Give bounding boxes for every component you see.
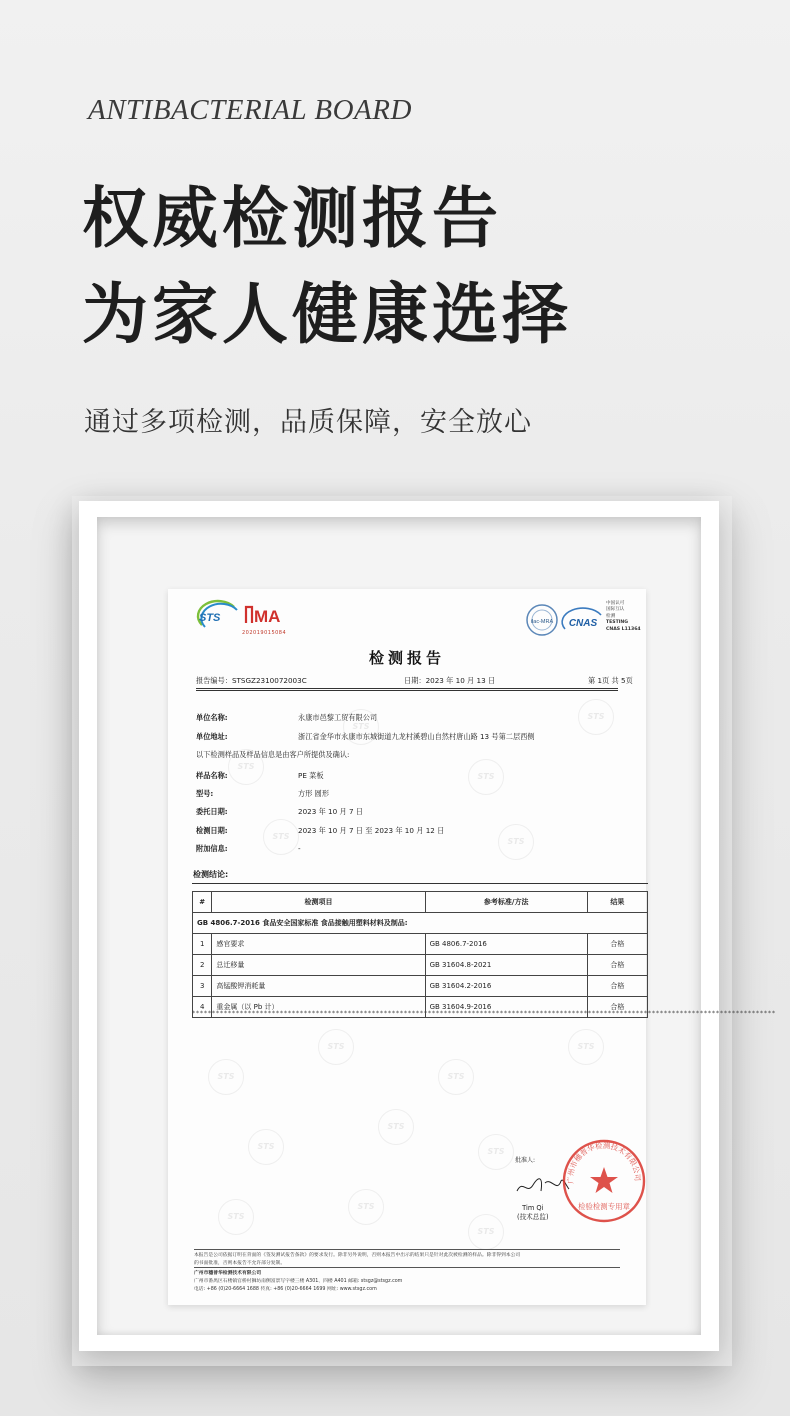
report-number-value: STSGZ2310072003C [231,676,307,685]
test-standard: GB 31604.9-2016 [425,997,587,1018]
watermark-icon: STS [568,1029,604,1065]
table-row [193,934,648,955]
conclusion-rule [192,883,648,884]
table-row [193,955,648,976]
header-rule [196,690,618,691]
report-date-value: 2023 年 10 月 13 日 [425,676,496,685]
watermark-icon: STS [468,759,504,795]
test-result: 合格 [587,997,647,1018]
field-value: 永康市邑黎工贸有限公司 [298,713,378,722]
report-number [196,676,307,686]
test-report-document [168,589,776,1305]
report-number-label: 报告编号： [196,676,232,685]
footer-line: 本报告是公司依据订明在背面的《签发测试报告条款》的要求发行。除非另外说明，否则本报告中出示的结果只是针对此次被检测的样品。除非得到本公司 [194,1253,521,1258]
test-result: 合格 [587,955,647,976]
approver-label: 批准人: [515,1157,536,1164]
field-value: 方形 圆形 [298,789,330,798]
accreditation-text [606,601,641,633]
field-key: 附加信息: [196,844,228,853]
watermark-icon: STS [228,749,264,785]
watermark-icon: STS [438,1059,474,1095]
field-key: 单位地址: [196,732,228,741]
headline-line-2: 为家人健康选择 [82,276,572,353]
field-key: 单位名称: [196,713,228,722]
column-header: 结果 [587,892,647,913]
column-header: # [193,892,212,913]
headline-line-1: 权威检测报告 [82,180,502,257]
watermark-icon: STS [208,1059,244,1095]
field-key: 检测日期: [196,826,228,835]
field-key: 型号: [196,789,214,798]
test-result: 合格 [587,976,647,997]
watermark-icon: STS [218,1199,254,1235]
report-title: 检测报告 [368,649,445,667]
field-key: 委托日期: [196,807,228,816]
test-standard: GB 4806.7-2016 [425,934,587,955]
footer-line: 电话: +86 (0)20-6664 1688 传真: +86 (0)20-6664 1699 网址: www.stsgz.com [194,1287,377,1292]
results-table [192,891,776,1018]
svg-text:MA: MA [254,607,281,626]
field-value: 浙江省金华市永康市东城街道九龙村溪碧山自然村唐山路 13 号第二层西侧 [298,732,535,741]
ilac-mra-logo-icon [525,603,559,637]
subtitle: 通过多项检测，品质保障，安全放心 [84,407,532,438]
accreditation-line: CNAS L11364 [606,626,641,632]
report-date-label: 日期： [404,676,426,685]
table-group-row [193,913,648,934]
footer-rule [194,1267,620,1268]
watermark-icon: STS [468,1214,504,1250]
accreditation-line: TESTING [606,620,629,626]
watermark-icon: STS [498,824,534,860]
ma-number: 202019015084 [242,630,287,636]
watermark-icon: STS [263,819,299,855]
row-number: 4 [193,997,212,1018]
field-value: 2023 年 10 月 7 日 至 2023 年 10 月 12 日 [298,826,445,835]
signer-block [517,1204,549,1222]
field-value: PE 菜板 [298,771,324,780]
watermark-icon: STS [248,1129,284,1165]
page-info: 第 1页 共 5页 [588,676,633,685]
table-header-row [193,892,648,913]
accreditation-line: 检测 [606,613,616,619]
accreditation-line: 国际互认 [606,607,625,613]
test-item: 高锰酸钾消耗量 [212,976,425,997]
cnas-label: CNAS [568,618,598,629]
report-date [404,676,495,686]
footer-line: 的书面批准，否则本报告不允许部分复制。 [194,1261,286,1266]
table-row [193,976,648,997]
field-value: 2023 年 10 月 7 日 [298,807,363,816]
end-of-table-stars: ************************************************************************************************************************************************** [192,1010,776,1017]
sts-logo-icon [196,603,240,629]
group-title: GB 4806.7-2016 食品安全国家标准 食品接触用塑料材料及制品: [193,913,648,934]
test-result: 合格 [587,934,647,955]
cnas-logo-icon [562,607,604,635]
signer-title: (技术总监) [517,1213,549,1221]
svg-text:STS: STS [199,612,221,624]
row-number: 2 [193,955,212,976]
test-item: 总迁移量 [212,955,425,976]
sample-note: 以下检测样品及样品信息是由客户所提供及确认: [196,750,350,759]
column-header: 参考标准/方法 [425,892,587,913]
field-key: 样品名称: [196,771,228,780]
watermark-icon: STS [318,1029,354,1065]
watermark-icon: STS [343,709,379,745]
header-rule [196,688,618,689]
conclusion-label: 检测结论: [193,870,229,879]
test-standard: GB 31604.2-2016 [425,976,587,997]
watermark-icon: STS [578,699,614,735]
picture-frame [79,501,776,1351]
svg-text:检验检测专用章: 检验检测专用章 [578,1202,630,1211]
cma-logo-icon [242,603,296,627]
test-item: 重金属（以 Pb 计） [212,997,425,1018]
watermark-icon: STS [378,1109,414,1145]
signer-name: Tim Qi [522,1204,544,1212]
eyebrow-title: ANTIBACTERIAL BOARD [88,94,412,126]
test-item: 感官要求 [212,934,425,955]
field-value: - [298,844,301,853]
accreditation-line: 中国认可 [606,601,625,606]
company-seal-icon [560,1137,648,1225]
footer-line: 广州市穗普华检测技术有限公司 [194,1271,262,1276]
ilac-label: ilac-MRA [530,619,554,625]
row-number: 1 [193,934,212,955]
svg-text:广州市穗普华检测技术有限公司: 广州市穗普华检测技术有限公司 [565,1141,643,1184]
frame-mat [97,517,776,1335]
row-number: 3 [193,976,212,997]
test-standard: GB 31604.8-2021 [425,955,587,976]
watermark-icon: STS [348,1189,384,1225]
footer-line: 广州市番禺区石楼镇官桥村狮坊南侧富景写字楼三楼 A301、四楼 A401 邮箱: stsgz@stsgz.com [194,1279,403,1284]
watermark-icon: STS [478,1134,514,1170]
footer-rule [194,1249,620,1250]
column-header: 检测项目 [212,892,425,913]
